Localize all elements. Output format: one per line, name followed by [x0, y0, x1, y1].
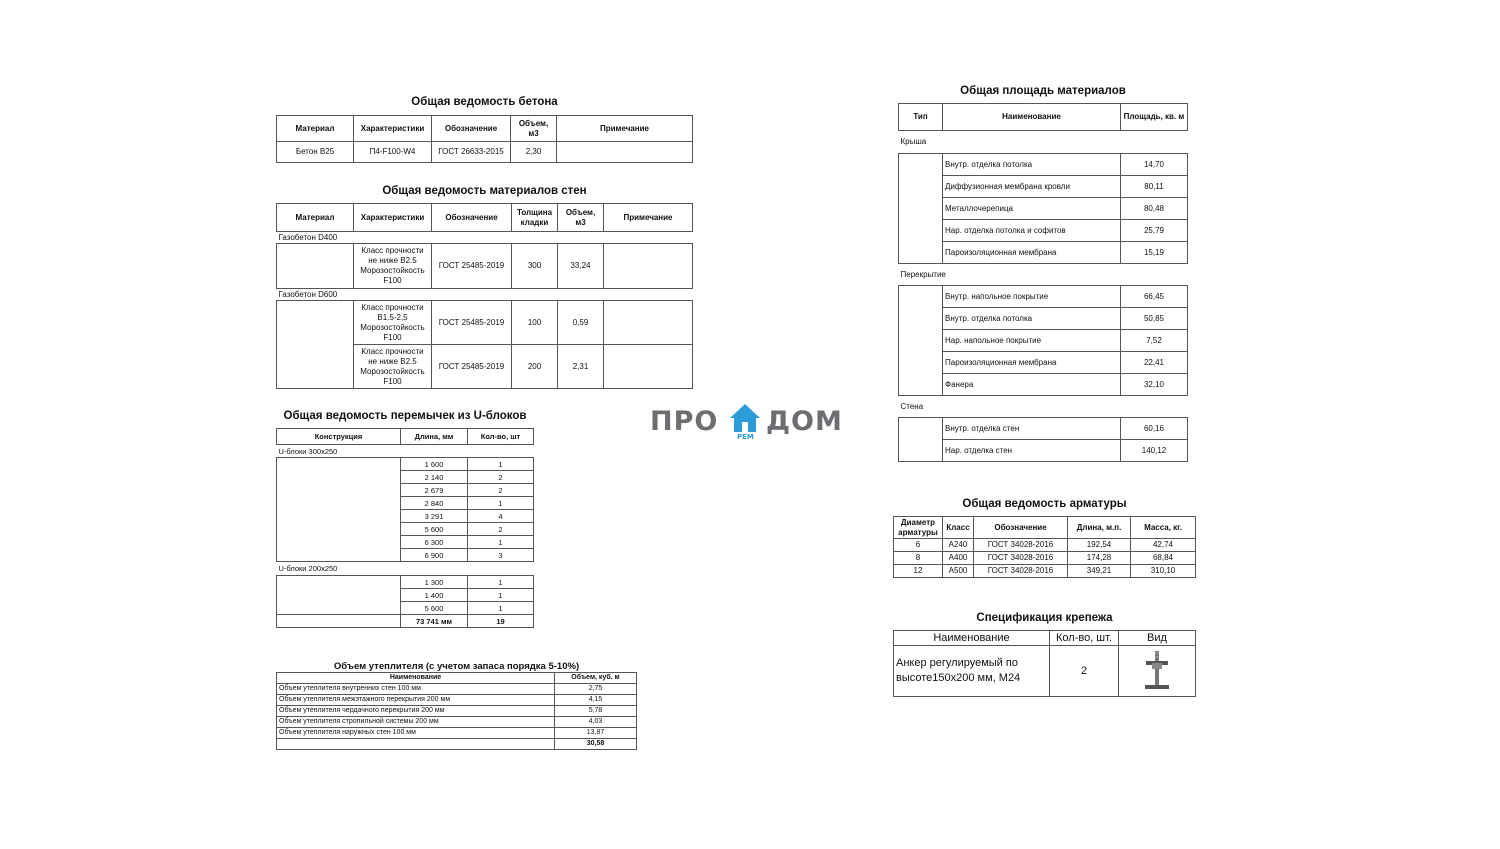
table-row [277, 717, 637, 728]
cell [604, 345, 693, 389]
table-row [277, 695, 637, 706]
col-diameter: Диаметр арматуры [894, 517, 943, 539]
cell [277, 458, 401, 562]
total-count: 19 [468, 615, 534, 628]
cell: ГОСТ 34028-2016 [974, 539, 1068, 552]
cell: 60,16 [1121, 418, 1188, 440]
cell [899, 154, 943, 264]
cell [899, 418, 943, 462]
cell: ГОСТ 25485-2019 [432, 345, 512, 389]
cell: Внутр. напольное покрытие [943, 286, 1121, 308]
insulation-title: Объем утеплителя (с учетом запаса порядка 5-10%) [333, 661, 580, 672]
cell [277, 739, 555, 750]
cell [899, 286, 943, 396]
group-label: Крыша [900, 137, 927, 146]
cell: 349,21 [1068, 565, 1131, 578]
col-volume: Объем, куб. м [555, 673, 637, 684]
col-name: Наименование [943, 104, 1121, 131]
cell: 1 300 [401, 576, 468, 589]
group-label: Перекрытие [900, 269, 946, 279]
cell [277, 244, 354, 289]
cell: А400 [943, 552, 974, 565]
cell: Металлочерепица [943, 198, 1121, 220]
anchor-bolt-icon [1142, 649, 1172, 691]
col-area: Площадь, кв. м [1121, 104, 1188, 131]
total-length: 73 741 мм [401, 615, 468, 628]
table-row [277, 706, 637, 717]
cell: 5,78 [555, 706, 637, 717]
logo-text-dom: ДОМ [766, 406, 843, 437]
col-material: Материал [277, 116, 354, 142]
ublocks-title: Общая ведомость перемычек из U-блоков [283, 410, 527, 422]
cell: Внутр. отделка стен [943, 418, 1121, 440]
walls-section [276, 184, 693, 389]
col-length: Длина, мм [401, 429, 468, 445]
cell: 6 [894, 539, 943, 552]
table-row [899, 176, 1188, 198]
cell: Объем утеплителя чердачного перекрытия 200 мм [277, 706, 555, 717]
col-characteristics: Характеристики [354, 116, 432, 142]
cell: 12 [894, 565, 943, 578]
concrete-section [276, 95, 693, 163]
col-mass: Масса, кг. [1131, 517, 1196, 539]
table-row [899, 440, 1188, 462]
cell: 2,75 [555, 684, 637, 695]
col-designation: Обозначение [974, 517, 1068, 539]
col-material: Материал [277, 204, 354, 232]
cell: ГОСТ 26633-2015 [432, 142, 511, 163]
cell: 1 [468, 576, 534, 589]
house-icon [728, 402, 762, 436]
table-row [894, 565, 1196, 578]
cell: 1 [468, 536, 534, 549]
col-count: Кол-во, шт. [1050, 631, 1119, 646]
group-label: Газобетон D400 [278, 232, 338, 242]
cell: 200 [512, 345, 558, 389]
cell: ГОСТ 25485-2019 [432, 244, 512, 289]
table-row [277, 244, 693, 289]
cell: Объем утеплителя межэтажного перекрытия 200 мм [277, 695, 555, 706]
table-row [894, 552, 1196, 565]
cell: 13,87 [555, 728, 637, 739]
cell: Внутр. отделка потолка [943, 308, 1121, 330]
col-thickness: Толщина кладки [512, 204, 558, 232]
col-name: Наименование [277, 673, 555, 684]
cell: 4,03 [555, 717, 637, 728]
rebar-table [893, 516, 1196, 578]
concrete-table [276, 115, 693, 163]
fasteners-section [893, 611, 1196, 697]
rebar-title: Общая ведомость арматуры [962, 498, 1127, 510]
cell: 6 900 [401, 549, 468, 562]
cell: 32,10 [1121, 374, 1188, 396]
cell: Бетон В25 [277, 142, 354, 163]
cell: А240 [943, 539, 974, 552]
cell: ГОСТ 34028-2016 [974, 565, 1068, 578]
col-note: Примечание [604, 204, 693, 232]
table-row [899, 198, 1188, 220]
logo-text-pro: ПРО [650, 406, 719, 437]
cell: Класс прочности В1.5-2,5 Морозостойкость F100 [354, 301, 432, 345]
cell: 100 [512, 301, 558, 345]
cell: 192,54 [1068, 539, 1131, 552]
col-name: Наименование [894, 631, 1050, 646]
cell: 1 [468, 589, 534, 602]
cell: 42,74 [1131, 539, 1196, 552]
group-label: Стена [900, 401, 924, 411]
table-row [899, 308, 1188, 330]
cell [277, 301, 354, 389]
cell: 3 291 [401, 510, 468, 523]
total-row [277, 615, 534, 628]
table-row [899, 374, 1188, 396]
cell: ГОСТ 25485-2019 [432, 301, 512, 345]
cell: Диффузионная мембрана кровли [943, 176, 1121, 198]
cell: 140,12 [1121, 440, 1188, 462]
group-label: U-блоки 200х250 [278, 564, 338, 573]
logo-text-rem: РЕМ [737, 433, 754, 441]
cell: Нар. отделка потолка и софитов [943, 220, 1121, 242]
cell [277, 615, 401, 628]
cell: 2,31 [558, 345, 604, 389]
cell: Пароизоляционная мембрана [943, 242, 1121, 264]
table-row [277, 458, 534, 471]
cell: 3 [468, 549, 534, 562]
fasteners-table [893, 630, 1196, 697]
table-row [899, 154, 1188, 176]
cell: 1 600 [401, 458, 468, 471]
cell: 33,24 [558, 244, 604, 289]
cell: ГОСТ 34028-2016 [974, 552, 1068, 565]
cell: 4,15 [555, 695, 637, 706]
group-label: Газобетон D600 [278, 289, 338, 299]
cell: 25,79 [1121, 220, 1188, 242]
cell: 2 [468, 484, 534, 497]
rebar-section [893, 497, 1196, 578]
cell: 5 600 [401, 523, 468, 536]
table-row [899, 418, 1188, 440]
col-designation: Обозначение [432, 116, 511, 142]
cell: 4 [468, 510, 534, 523]
cell: Объем утеплителя внутренних стен 100 мм [277, 684, 555, 695]
pro-dom-logo [650, 404, 850, 444]
cell: Нар. отделка стен [943, 440, 1121, 462]
cell: 68,84 [1131, 552, 1196, 565]
total-row [277, 739, 637, 750]
cell [557, 142, 693, 163]
cell: 2 140 [401, 471, 468, 484]
cell: 174,28 [1068, 552, 1131, 565]
walls-table [276, 203, 693, 389]
table-row [277, 142, 693, 163]
cell: Объем утеплителя стропильной системы 200 мм [277, 717, 555, 728]
area-table [898, 103, 1188, 462]
table-row [899, 330, 1188, 352]
cell: 15,19 [1121, 242, 1188, 264]
table-row [899, 242, 1188, 264]
fasteners-title: Спецификация крепежа [976, 612, 1113, 624]
table-row [899, 220, 1188, 242]
cell: Объем утеплителя наружных стен 100 мм [277, 728, 555, 739]
cell [277, 576, 401, 615]
table-row [277, 684, 637, 695]
cell: 2,30 [511, 142, 557, 163]
cell: 1 [468, 602, 534, 615]
cell: П4-F100-W4 [354, 142, 432, 163]
cell: 1 400 [401, 589, 468, 602]
ublocks-section [276, 409, 534, 628]
total-volume: 30,58 [555, 739, 637, 750]
cell: Анкер регулируемый по высоте150х200 мм, М24 [894, 646, 1050, 697]
cell: 80,48 [1121, 198, 1188, 220]
cell: 2 [468, 523, 534, 536]
cell: А500 [943, 565, 974, 578]
col-designation: Обозначение [432, 204, 512, 232]
table-row [899, 352, 1188, 374]
cell: 7,52 [1121, 330, 1188, 352]
area-title: Общая площадь материалов [960, 85, 1126, 97]
col-volume: Объем, м3 [558, 204, 604, 232]
cell [604, 244, 693, 289]
cell: 300 [512, 244, 558, 289]
cell: 66,45 [1121, 286, 1188, 308]
cell: 50,85 [1121, 308, 1188, 330]
table-row [894, 646, 1196, 697]
table-row [277, 728, 637, 739]
cell: 0,59 [558, 301, 604, 345]
cell: Класс прочности не ниже В2.5 Морозостойкость F100 [354, 244, 432, 289]
cell: Класс прочности не ниже В2.5 Морозостойкость F100 [354, 345, 432, 389]
col-note: Примечание [557, 116, 693, 142]
cell: 8 [894, 552, 943, 565]
table-row [277, 576, 534, 589]
col-characteristics: Характеристики [354, 204, 432, 232]
col-class: Класс [943, 517, 974, 539]
col-construction: Конструкция [277, 429, 401, 445]
col-count: Кол-во, шт [468, 429, 534, 445]
cell: 22,41 [1121, 352, 1188, 374]
cell: 5 600 [401, 602, 468, 615]
cell: 1 [468, 497, 534, 510]
col-volume: Объем, м3 [511, 116, 557, 142]
table-row [277, 301, 693, 345]
cell: 2 [1050, 646, 1119, 697]
ublocks-table [276, 428, 534, 628]
cell: Пароизоляционная мембрана [943, 352, 1121, 374]
col-view: Вид [1119, 631, 1196, 646]
table-row [899, 286, 1188, 308]
insulation-section [276, 661, 637, 750]
cell: 6 300 [401, 536, 468, 549]
col-length: Длина, м.п. [1068, 517, 1131, 539]
insulation-table [276, 672, 637, 750]
col-type: Тип [899, 104, 943, 131]
area-section [898, 84, 1188, 462]
concrete-title: Общая ведомость бетона [411, 96, 558, 108]
cell: 310,10 [1131, 565, 1196, 578]
walls-title: Общая ведомость материалов стен [382, 185, 587, 197]
group-label: U-блоки 300х250 [278, 446, 338, 456]
cell: Фанера [943, 374, 1121, 396]
cell: Внутр. отделка потолка [943, 154, 1121, 176]
cell: 2 679 [401, 484, 468, 497]
cell: 80,11 [1121, 176, 1188, 198]
cell: Нар. напольное покрытие [943, 330, 1121, 352]
cell: 14,70 [1121, 154, 1188, 176]
table-row [894, 539, 1196, 552]
cell: 2 840 [401, 497, 468, 510]
cell: 2 [468, 471, 534, 484]
cell [1119, 646, 1196, 697]
cell [604, 301, 693, 345]
cell: 1 [468, 458, 534, 471]
